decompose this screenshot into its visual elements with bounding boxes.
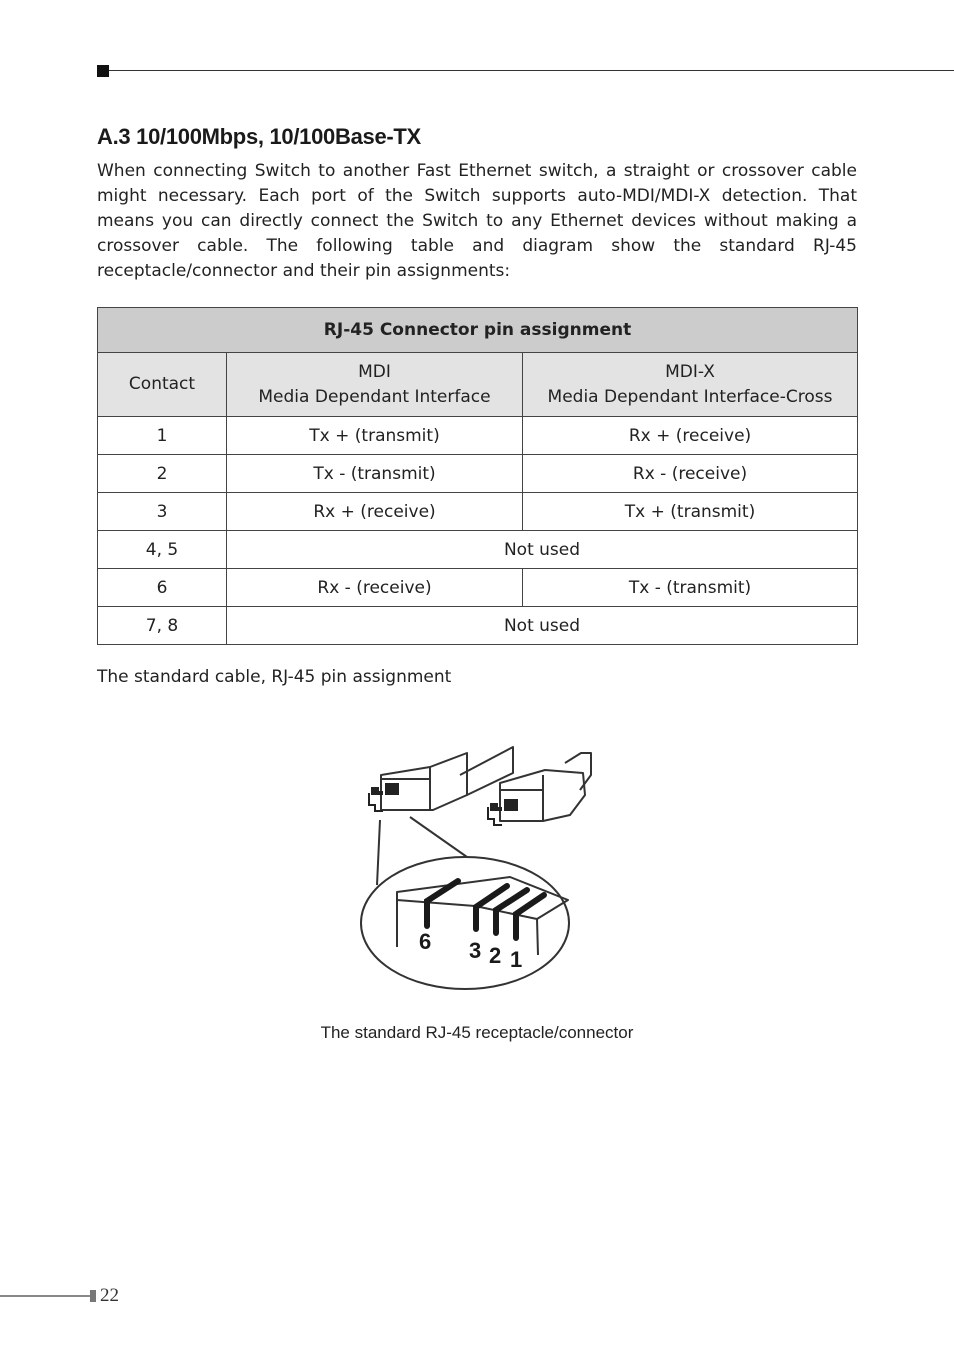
- table-row: [98, 531, 858, 569]
- cell-mdix: Rx - (receive): [523, 455, 858, 493]
- table-row: [98, 455, 858, 493]
- section-heading: A.3 10/100Mbps, 10/100Base-TX: [97, 124, 421, 149]
- header-mdix-label: MDI-X: [665, 361, 715, 382]
- cell-contact: 4, 5: [98, 531, 227, 569]
- cell-mdix: Tx + (transmit): [523, 493, 858, 531]
- header-mdi: [227, 353, 523, 417]
- diagram-caption: The standard RJ-45 receptacle/connector: [320, 1023, 634, 1042]
- table-row: [98, 607, 858, 645]
- cell-contact: 3: [98, 493, 227, 531]
- table-row: [98, 569, 858, 607]
- cell-contact: 1: [98, 417, 227, 455]
- footer-rule: [0, 1295, 90, 1297]
- left-plug-icon: [381, 753, 467, 810]
- header-square-marker: [97, 65, 109, 77]
- pin-assignment-table: [97, 307, 858, 645]
- page-number: 22: [100, 1285, 119, 1306]
- header-mdix-sub: Media Dependant Interface-Cross: [547, 386, 833, 407]
- table-row: [98, 417, 858, 455]
- cell-mdi: Rx - (receive): [227, 569, 523, 607]
- cell-mdix: Tx - (transmit): [523, 569, 858, 607]
- table-header-row: [98, 353, 858, 417]
- table-title: RJ-45 Connector pin assignment: [98, 308, 858, 353]
- footer-marker: [90, 1290, 96, 1302]
- left-plug-contacts-icon: [385, 783, 399, 795]
- cell-merged: Not used: [227, 531, 858, 569]
- pin-label-1: 1: [510, 947, 523, 972]
- table-row: [98, 493, 858, 531]
- header-contact: Contact: [98, 353, 227, 417]
- pin-label-6: 6: [419, 929, 432, 954]
- header-mdi-sub: Media Dependant Interface: [258, 386, 491, 407]
- header-mdix: [523, 353, 858, 417]
- right-plug-contacts-icon: [504, 799, 518, 811]
- cell-mdi: Tx + (transmit): [227, 417, 523, 455]
- intro-paragraph: When connecting Switch to another Fast Ethernet switch, a straight or crossover cable might necessary. Each port of the Switch supports auto-MDI/MDI-X detection. That means you can directly connect the Switch to any Ethernet devices without making a crossover cable. The following table and diagram show the standard RJ-45 receptacle/connector and their pin assignments:: [97, 161, 857, 281]
- pin-label-2: 2: [489, 943, 502, 968]
- cell-mdi: Rx + (receive): [227, 493, 523, 531]
- pin-label-3: 3: [469, 938, 482, 963]
- cell-contact: 2: [98, 455, 227, 493]
- cell-mdi: Tx - (transmit): [227, 455, 523, 493]
- cell-mdix: Rx + (receive): [523, 417, 858, 455]
- cell-contact: 6: [98, 569, 227, 607]
- header-mdi-label: MDI: [358, 361, 391, 382]
- rj45-connector-diagram: [355, 735, 600, 995]
- cable-caption: The standard cable, RJ-45 pin assignment: [97, 667, 452, 687]
- cell-merged: Not used: [227, 607, 858, 645]
- cell-contact: 7, 8: [98, 607, 227, 645]
- header-rule: [109, 70, 954, 71]
